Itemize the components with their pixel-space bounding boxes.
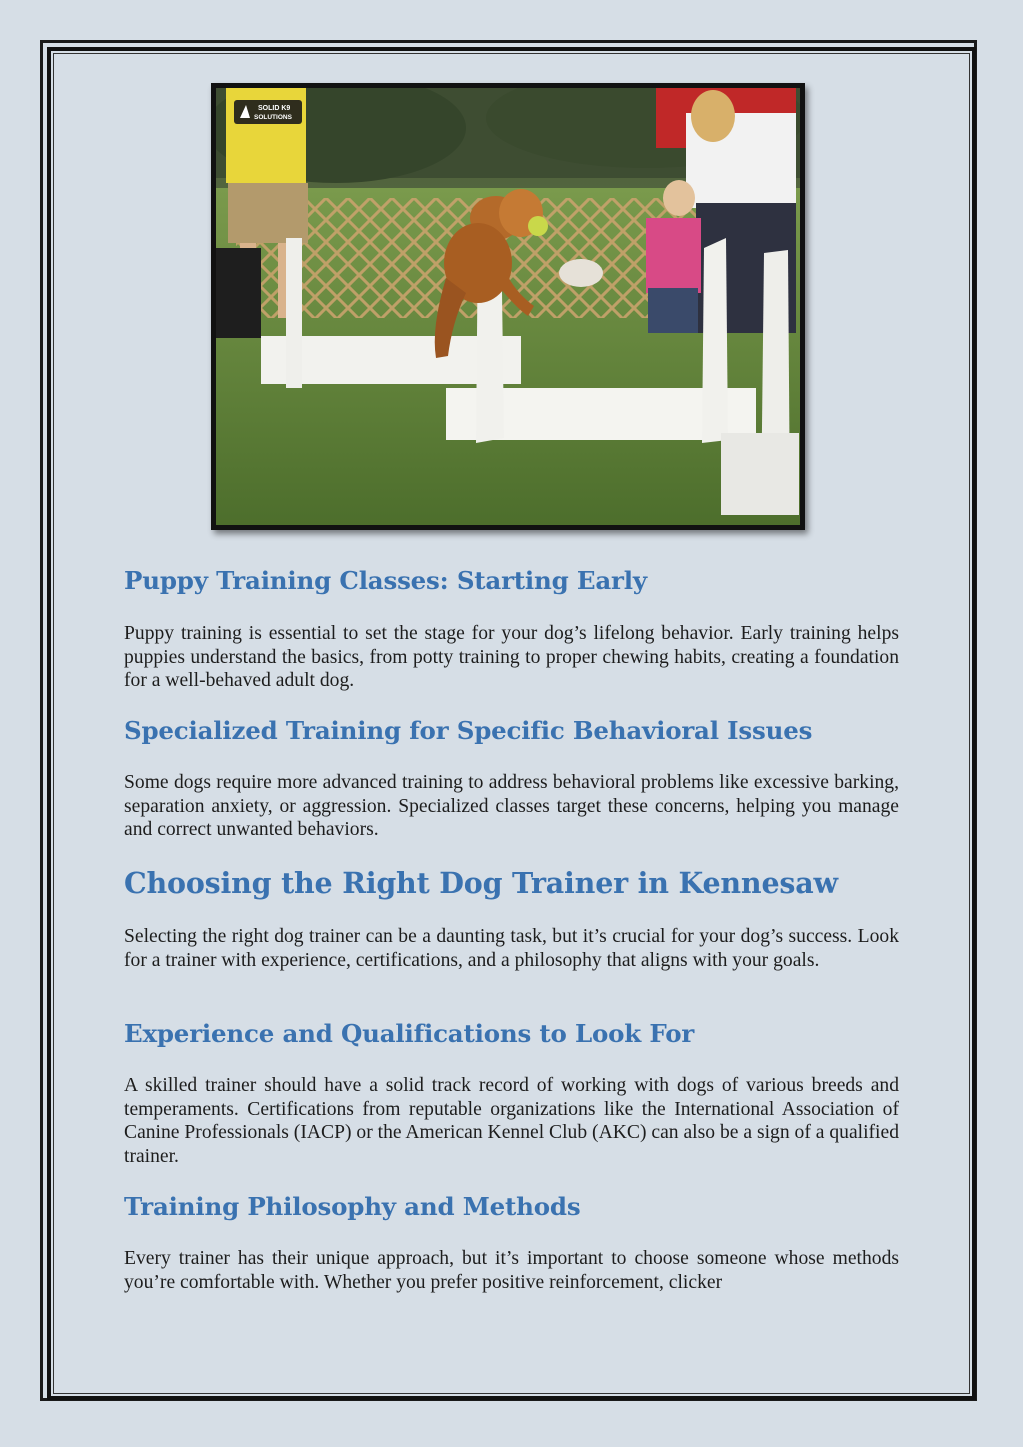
paragraph-puppy-training: Puppy training is essential to set the stage for your dog’s lifelong behavior. Early training helps puppies understand the basics, from potty training to proper chewing habits, creating a foundation for a well-behaved adult dog. (124, 623, 899, 691)
logo-line1: SOLID K9 (258, 105, 291, 112)
heading-specialized-training: Specialized Training for Specific Behavioral Issues (124, 716, 813, 745)
heading-training-philosophy: Training Philosophy and Methods (124, 1192, 581, 1221)
dog-agility-photo (211, 83, 805, 530)
paragraph-choosing-trainer: Selecting the right dog trainer can be a daunting task, but it’s crucial for your dog’s success. Look for a trainer with experience, certifications, and a philosophy that aligns with your goals. (124, 926, 899, 971)
paragraph-specialized-training: Some dogs require more advanced training to address behavioral problems like excessive barking, separation anxiety, or aggression. Specialized classes target these concerns, helping you manage and correct unwanted behaviors. (124, 772, 899, 840)
heading-experience-qualifications: Experience and Qualifications to Look For (124, 1019, 695, 1048)
dog-jumping-hurdle-image (216, 88, 800, 525)
heading-puppy-training: Puppy Training Classes: Starting Early (124, 566, 647, 595)
paragraph-experience-qualifications: A skilled trainer should have a solid track record of working with dogs of various breeds and temperaments. Certifications from reputable organizations like the International Association of Canine Professionals (IACP) or the American Kennel Club (AKC) can also be a sign of a qualified trainer. (124, 1075, 899, 1167)
heading-choosing-trainer: Choosing the Right Dog Trainer in Kennesaw (124, 866, 838, 900)
logo-line2: SOLUTIONS (254, 114, 292, 121)
paragraph-training-philosophy: Every trainer has their unique approach, but it’s important to choose someone whose methods you’re comfortable with. Whether you prefer positive reinforcement, clicker (124, 1248, 899, 1293)
